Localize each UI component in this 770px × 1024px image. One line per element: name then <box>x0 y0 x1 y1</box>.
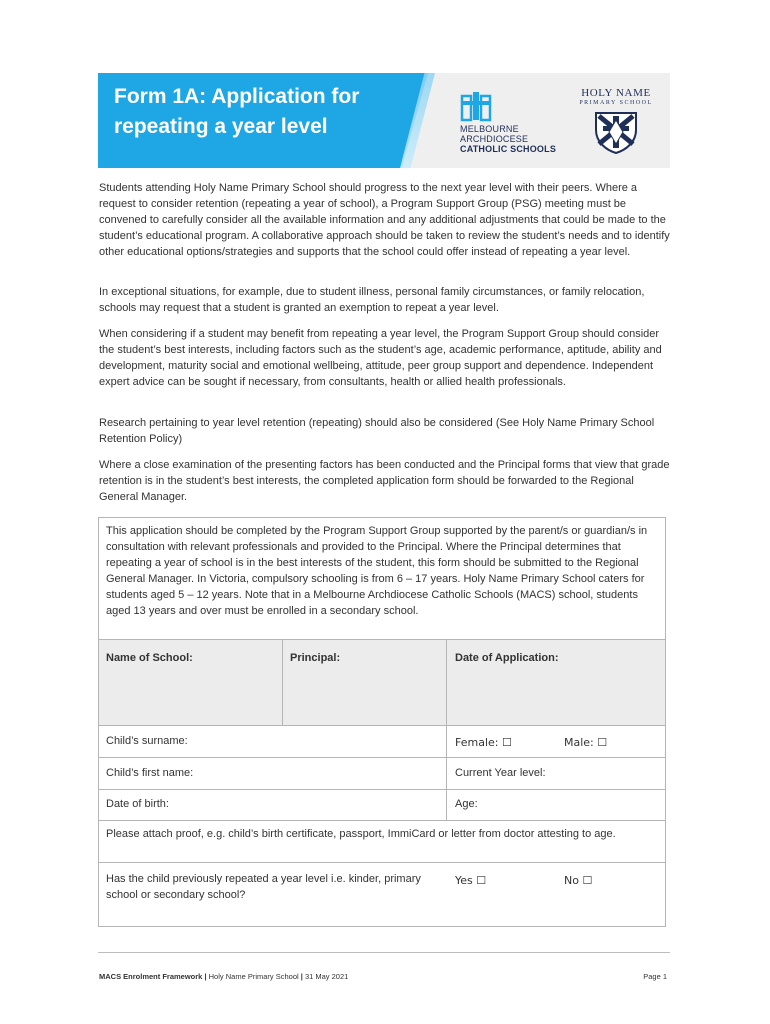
school-logo-line2: PRIMARY SCHOOL <box>579 100 653 106</box>
name-of-school-field[interactable]: Name of School: <box>106 652 193 664</box>
macs-cross-logo-icon <box>460 90 492 122</box>
macs-logo-line1: MELBOURNE <box>460 124 519 134</box>
repeated-year-question: Has the child previously repeated a year level i.e. kinder, primary school or secondary school? <box>106 873 421 901</box>
date-of-birth-field[interactable]: Date of birth: <box>106 798 169 810</box>
school-logo-text <box>576 88 656 107</box>
table-rule <box>446 640 447 725</box>
intro-paragraph: Students attending Holy Name Primary School should progress to the next year level with their peers. Where a request to consider retention (repeating a year of school), a Program Support Group (PSG) meeting must be convened to carefully consider all the available information and any additional adjustments that could be made to the student’s educational program. A collaborative approach should be taken to review the student’s needs and to identify other educational options/strategies and supports that the school could offer instead of repeating a year level. <box>99 182 670 258</box>
table-rule <box>99 862 665 863</box>
school-crest-icon <box>593 110 639 154</box>
proof-of-age-note: Please attach proof, e.g. child’s birth certificate, passport, ImmiCard or letter from doctor attesting to age. <box>106 828 616 840</box>
footer-sep2: | <box>298 972 305 981</box>
form-title-line2: repeating a year level <box>114 115 328 138</box>
page-number: Page 1 <box>643 972 667 981</box>
male-checkbox[interactable]: Male: ☐ <box>564 736 608 749</box>
footer-date: 31 May 2021 <box>304 972 349 981</box>
footer-framework: MACS Enrolment Framework <box>99 972 203 981</box>
form-title <box>114 82 404 142</box>
principal-field[interactable]: Principal: <box>290 652 341 664</box>
childs-surname-field[interactable]: Child’s surname: <box>106 735 188 747</box>
macs-logo-text <box>460 124 556 154</box>
date-of-application-field[interactable]: Date of Application: <box>455 652 559 664</box>
current-year-level-field[interactable]: Current Year level: <box>455 767 546 779</box>
table-intro: This application should be completed by the Program Support Group supported by the parent/s or guardian/s in consultation with relevant professionals and provided to the Principal. Where the Principal determines that repeating a year of school is in the best interests of the student, this form should be submitted to the Regional General Manager. In Victoria, compulsory schooling is from 6 – 17 years. Holy Name Primary School caters for students aged 5 – 12 years. Note that in a Melbourne Archdiocese Catholic Schools (MACS) school, students aged 13 years and over must be enrolled in a secondary school. <box>106 525 648 617</box>
repeated-yes-checkbox[interactable]: Yes ☐ <box>455 874 487 887</box>
female-checkbox[interactable]: Female: ☐ <box>455 736 512 749</box>
footer-rule <box>98 952 670 953</box>
table-rule <box>99 757 665 758</box>
submission-paragraph: Where a close examination of the presenting factors has been conducted and the Principal forms that view that grade retention is in the student’s best interests, the completed application form should be forwarded to the Regional General Manager. <box>99 459 670 503</box>
application-table <box>98 517 666 927</box>
table-rule <box>99 789 665 790</box>
footer-sep: | <box>202 972 209 981</box>
table-rule <box>99 725 665 726</box>
table-rule <box>99 820 665 821</box>
footer-school: Holy Name Primary School <box>208 972 299 981</box>
school-logo-line1: HOLY NAME <box>581 87 651 99</box>
table-rule <box>446 725 447 820</box>
exceptional-situations-paragraph: In exceptional situations, for example, due to student illness, personal family circumstances, or family relocation, schools may request that a student is granted an exemption to repeat a year level. <box>99 286 645 314</box>
macs-logo-line3: CATHOLIC SCHOOLS <box>460 144 557 154</box>
form-title-line1: Form 1A: Application for <box>114 85 360 108</box>
table-rule <box>282 640 283 725</box>
childs-first-name-field[interactable]: Child’s first name: <box>106 767 194 779</box>
age-field[interactable]: Age: <box>455 798 478 810</box>
research-paragraph: Research pertaining to year level retention (repeating) should also be considered (See Holy Name Primary School Retention Policy) <box>99 417 655 445</box>
macs-logo-line2: ARCHDIOCESE <box>460 134 529 144</box>
page-footer <box>99 972 348 981</box>
repeated-no-checkbox[interactable]: No ☐ <box>564 874 593 887</box>
considerations-paragraph: When considering if a student may benefit from repeating a year level, the Program Support Group should consider the student’s best interests, including factors such as the student’s age, academic performance, aptitude, ability and development, maturity social and emotional wellbeing, attitude, peer group support and dependence. Independent expert advice can be sought if necessary, from consultants, health or allied health professionals. <box>99 328 662 388</box>
